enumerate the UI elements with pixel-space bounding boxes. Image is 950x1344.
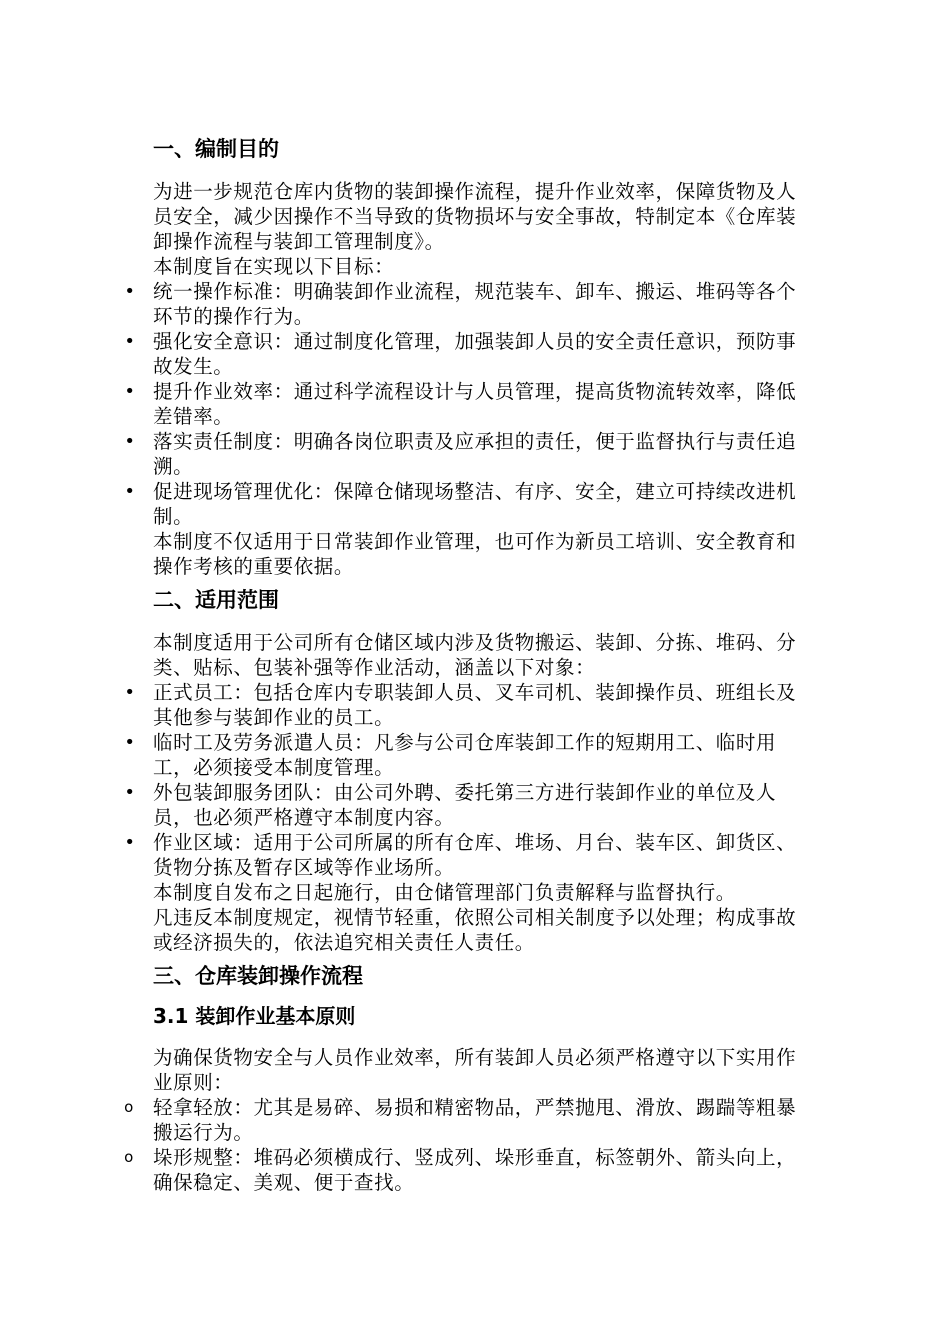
list-item (124, 429, 813, 479)
document-content (124, 134, 813, 1195)
list-item-text: 统一操作标准：明确装卸作业流程，规范装车、卸车、搬运、堆码等各个环节的操作行为。 (153, 280, 797, 328)
list-item (124, 730, 813, 780)
spacer (153, 615, 813, 630)
list-item (124, 830, 813, 880)
list-item (124, 780, 813, 830)
list-item-text: 提升作业效率：通过科学流程设计与人员管理，提高货物流转效率，降低差错率。 (153, 380, 797, 428)
section-heading-process: 三、仓库装卸操作流程 (153, 964, 363, 988)
list-item-text: 临时工及劳务派遣人员：凡参与公司仓库装卸工作的短期用工、临时用工，必须接受本制度管理。 (153, 731, 777, 779)
bullet-marker: • (124, 381, 136, 402)
list-item-text: 外包装卸服务团队：由公司外聘、委托第三方进行装卸作业的单位及人员，也必须严格遵守本制度内容。 (153, 781, 777, 829)
bullet-marker: • (124, 481, 136, 502)
purpose-goals-list (124, 279, 813, 529)
purpose-closing-paragraph: 本制度不仅适用于日常装卸作业管理，也可作为新员工培训、安全教育和操作考核的重要依据。 (153, 530, 797, 578)
list-item-text: 强化安全意识：通过制度化管理，加强装卸人员的安全责任意识，预防事故发生。 (153, 330, 797, 378)
spacer (153, 991, 813, 1001)
bullet-marker: • (124, 732, 136, 753)
bullet-marker: • (124, 281, 136, 302)
list-item (124, 1095, 813, 1145)
section-heading-purpose: 一、编制目的 (153, 137, 279, 161)
circle-marker: o (124, 1148, 134, 1166)
list-item-text: 作业区域：适用于公司所属的所有仓库、堆场、月台、装车区、卸货区、货物分拣及暂存区域等作业场所。 (153, 831, 797, 879)
list-item-text: 垛形规整：堆码必须横成行、竖成列、垛形垂直，标签朝外、箭头向上，确保稳定、美观、便于查找。 (153, 1146, 797, 1194)
subsection-heading-principles: 3.1 装卸作业基本原则 (153, 1004, 356, 1028)
list-item (124, 329, 813, 379)
bullet-marker: • (124, 782, 136, 803)
section-heading-scope: 二、适用范围 (153, 588, 279, 612)
principles-list (124, 1095, 813, 1195)
bullet-marker: • (124, 832, 136, 853)
list-item-text: 轻拿轻放：尤其是易碎、易损和精密物品，严禁抛甩、滑放、踢踹等粗暴搬运行为。 (153, 1096, 797, 1144)
list-item-text: 正式员工：包括仓库内专职装卸人员、叉车司机、装卸操作员、班组长及其他参与装卸作业的员工。 (153, 681, 797, 729)
bullet-marker: • (124, 331, 136, 352)
list-item (124, 479, 813, 529)
scope-targets-list (124, 680, 813, 880)
circle-marker: o (124, 1098, 134, 1116)
list-item (124, 379, 813, 429)
scope-penalty-paragraph: 凡违反本制度规定，视情节轻重，依照公司相关制度予以处理；构成事故或经济损失的，依法追究相关责任人责任。 (153, 906, 797, 954)
list-item (124, 279, 813, 329)
list-item-text: 促进现场管理优化：保障仓储现场整洁、有序、安全，建立可持续改进机制。 (153, 480, 797, 528)
list-item-text: 落实责任制度：明确各岗位职责及应承担的责任，便于监督执行与责任追溯。 (153, 430, 797, 478)
principles-intro-paragraph: 为确保货物安全与人员作业效率，所有装卸人员必须严格遵守以下实用作业原则： (153, 1046, 797, 1094)
scope-intro-paragraph: 本制度适用于公司所有仓储区域内涉及货物搬运、装卸、分拣、堆码、分类、贴标、包装补强等作业活动，涵盖以下对象： (153, 631, 797, 679)
spacer (153, 164, 813, 179)
purpose-intro-paragraph: 为进一步规范仓库内货物的装卸操作流程，提升作业效率，保障货物及人员安全，减少因操作不当导致的货物损坏与安全事故，特制定本《仓库装卸操作流程与装卸工管理制度》。 (153, 180, 797, 253)
list-item (124, 1145, 813, 1195)
bullet-marker: • (124, 431, 136, 452)
bullet-marker: • (124, 682, 136, 703)
purpose-lead-paragraph: 本制度旨在实现以下目标： (153, 255, 395, 278)
list-item (124, 680, 813, 730)
spacer (153, 1031, 813, 1045)
scope-closing-paragraph: 本制度自发布之日起施行，由仓储管理部门负责解释与监督执行。 (153, 881, 736, 904)
